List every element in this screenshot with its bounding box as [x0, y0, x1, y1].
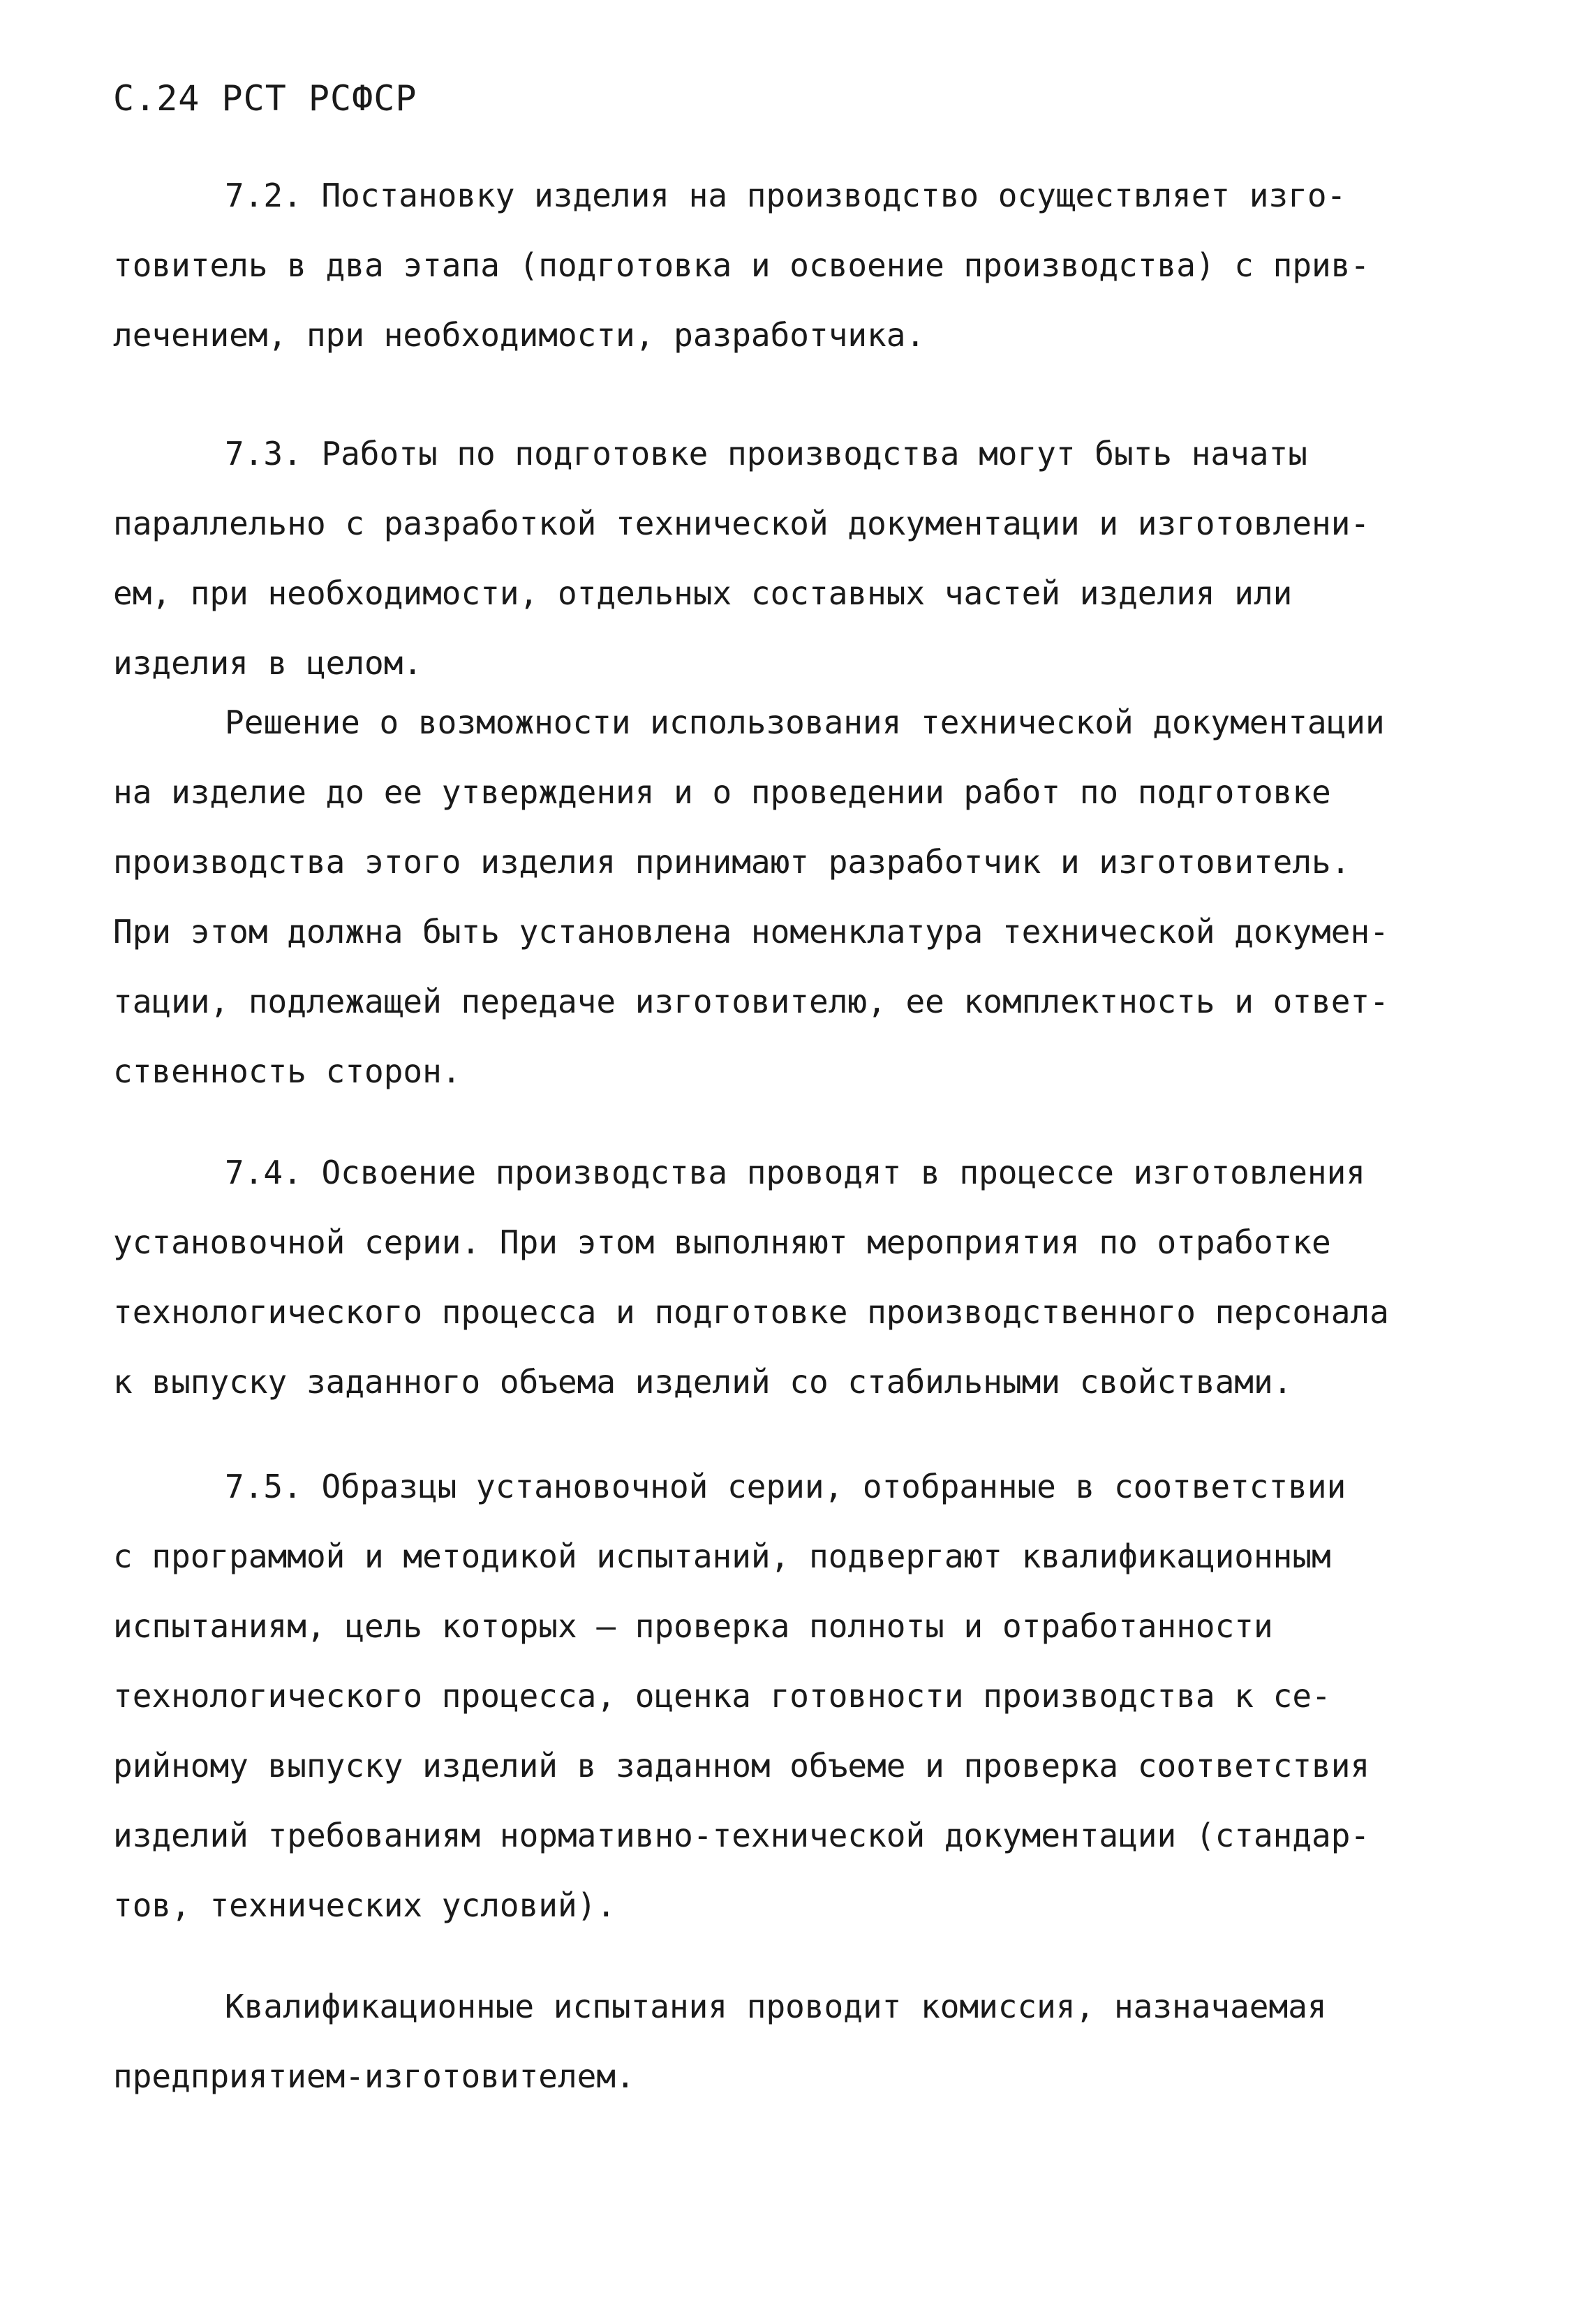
- text-line: изделия в целом.: [113, 644, 423, 682]
- text-line: тации, подлежащей передаче изготовителю, ее комплектность и ответ-: [113, 983, 1389, 1020]
- text-line: испытаниям, цель которых – проверка полноты и отработанности: [113, 1607, 1273, 1645]
- page-header: С.24 РСТ РСФСР: [113, 78, 417, 119]
- paragraph-7-2: [113, 161, 1516, 370]
- text-line: с программой и методикой испытаний, подвергают квалификационным: [113, 1537, 1331, 1575]
- paragraph-7-5: [113, 1452, 1516, 1940]
- text-line: 7.4. Освоение производства проводят в процессе изготовления: [225, 1154, 1365, 1191]
- paragraph-7-3-continued: [113, 687, 1516, 1106]
- paragraph-7-3: [113, 419, 1516, 698]
- text-line: предприятием-изготовителем.: [113, 2057, 635, 2095]
- text-line: производства этого изделия принимают разработчик и изготовитель.: [113, 843, 1351, 881]
- text-line: на изделие до ее утверждения и о проведении работ по подготовке: [113, 773, 1331, 811]
- text-line: 7.2. Постановку изделия на производство осуществляет изго-: [225, 177, 1346, 214]
- text-line: ственность сторон.: [113, 1052, 461, 1090]
- text-line: рийному выпуску изделий в заданном объеме и проверка соответствия: [113, 1747, 1370, 1785]
- text-line: параллельно с разработкой технической документации и изготовлени-: [113, 505, 1370, 542]
- text-line: Квалификационные испытания проводит комиссия, назначаемая: [225, 1988, 1327, 2025]
- text-line: изделий требованиям нормативно-технической документации (стандар-: [113, 1817, 1370, 1854]
- text-line: лечением, при необходимости, разработчика.: [113, 316, 926, 354]
- text-line: Решение о возможности использования технической документации: [225, 703, 1385, 741]
- text-line: установочной серии. При этом выполняют мероприятия по отработке: [113, 1223, 1331, 1261]
- text-line: 7.5. Образцы установочной серии, отобранные в соответствии: [225, 1468, 1346, 1505]
- text-line: тов, технических условий).: [113, 1886, 616, 1924]
- text-line: товитель в два этапа (подготовка и освоение производства) с прив-: [113, 246, 1370, 284]
- text-line: 7.3. Работы по подготовке производства могут быть начаты: [225, 435, 1307, 472]
- paragraph-7-4: [113, 1138, 1516, 1417]
- paragraph-7-5-continued: [113, 1972, 1516, 2111]
- text-line: ем, при необходимости, отдельных составных частей изделия или: [113, 574, 1293, 612]
- text-line: к выпуску заданного объема изделий со стабильными свойствами.: [113, 1363, 1293, 1401]
- text-line: технологического процесса, оценка готовности производства к се-: [113, 1677, 1331, 1715]
- text-line: технологического процесса и подготовке производственного персонала: [113, 1293, 1389, 1331]
- text-line: При этом должна быть установлена номенклатура технической докумен-: [113, 913, 1389, 951]
